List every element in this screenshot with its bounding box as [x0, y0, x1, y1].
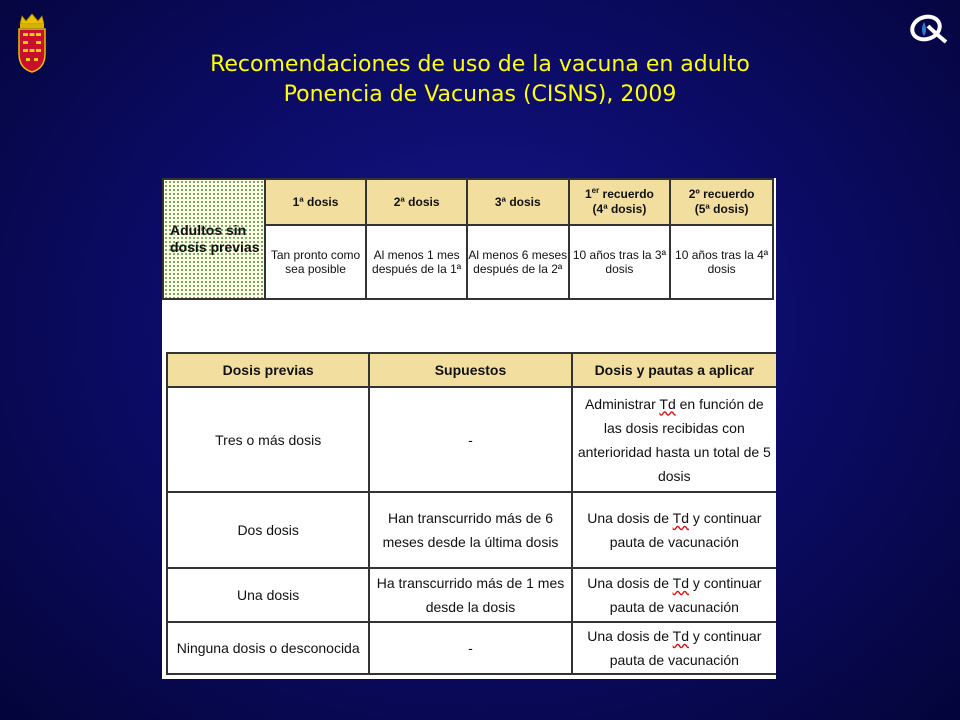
row-previas: Dos dosis — [167, 492, 369, 568]
schedule-cell-dose-2: Al menos 1 mes después de la 1ª — [366, 225, 467, 299]
schedule-header-dose-2: 2ª dosis — [366, 179, 467, 225]
guideline-table — [166, 352, 776, 675]
schedule-cell-booster-1: 10 años tras la 3ª dosis — [569, 225, 671, 299]
tables-panel — [162, 178, 776, 679]
row-supuestos: Ha transcurrido más de 1 mes desde la dosis — [369, 568, 571, 622]
pauta-post: y continuar pauta de vacunación — [609, 510, 762, 550]
row-previas: Tres o más dosis — [167, 387, 369, 492]
pauta-post: y continuar pauta de vacunación — [609, 628, 762, 668]
table-row — [167, 387, 776, 492]
booster-2-line1: 2º recuerdo — [688, 187, 755, 201]
row-pauta — [572, 387, 776, 492]
pauta-pre: Administrar — [584, 395, 660, 412]
table-row — [167, 622, 776, 674]
schedule-row-header: Adultos sin dosis previas — [163, 179, 265, 299]
pauta-post: y continuar pauta de vacunación — [609, 575, 762, 615]
pauta-pre: Una dosis de — [587, 510, 673, 526]
booster-1-line2: (4ª dosis) — [592, 202, 647, 216]
schedule-header-dose-3: 3ª dosis — [467, 179, 569, 225]
booster-2-line2: (5ª dosis) — [694, 202, 749, 216]
pauta-td: Td — [672, 510, 689, 526]
row-previas: Una dosis — [167, 568, 369, 622]
row-previas: Ninguna dosis o desconocida — [167, 622, 369, 674]
pauta-td: Td — [672, 575, 689, 591]
pauta-td: Td — [672, 628, 689, 644]
booster-1-sup: er — [591, 186, 600, 195]
title-line-1: Recomendaciones de uso de la vacuna en adulto — [210, 52, 750, 77]
q-quality-logo-icon — [908, 12, 950, 46]
booster-1-word: recuerdo — [599, 187, 654, 201]
row-pauta — [572, 622, 776, 674]
table-row — [167, 492, 776, 568]
schedule-header-booster-1 — [569, 179, 671, 225]
pauta-td: Td — [659, 395, 676, 412]
schedule-header-booster-2 — [670, 179, 773, 225]
row-supuestos: Han transcurrido más de 6 meses desde la última dosis — [369, 492, 571, 568]
schedule-header-dose-1: 1ª dosis — [265, 179, 367, 225]
row-pauta — [572, 568, 776, 622]
row-pauta — [572, 492, 776, 568]
guideline-header-supuestos: Supuestos — [369, 353, 571, 387]
row-supuestos: - — [369, 387, 571, 492]
schedule-cell-dose-1: Tan pronto como sea posible — [265, 225, 367, 299]
title-line-2: Ponencia de Vacunas (CISNS), 2009 — [283, 82, 677, 107]
schedule-cell-dose-3: Al menos 6 meses después de la 2ª — [467, 225, 569, 299]
row-supuestos: - — [369, 622, 571, 674]
guideline-header-pautas: Dosis y pautas a aplicar — [572, 353, 776, 387]
slide-title — [0, 50, 960, 110]
pauta-pre: Una dosis de — [587, 628, 673, 644]
pauta-post: en función de las dosis recibidas con anterioridad hasta un total de 5 dosis — [577, 395, 771, 484]
table-row — [167, 568, 776, 622]
booster-1-num: 1 — [584, 187, 592, 201]
guideline-header-previas: Dosis previas — [167, 353, 369, 387]
schedule-table — [162, 178, 774, 300]
schedule-cell-booster-2: 10 años tras la 4ª dosis — [670, 225, 773, 299]
pauta-pre: Una dosis de — [587, 575, 673, 591]
